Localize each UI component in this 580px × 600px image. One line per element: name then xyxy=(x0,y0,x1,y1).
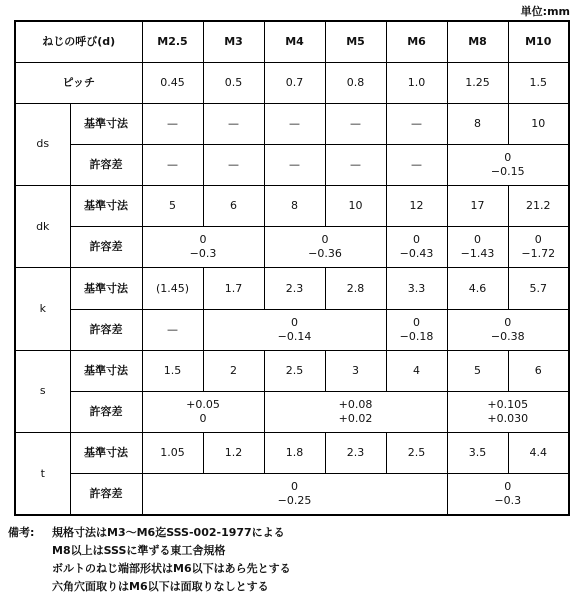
ds-label: ds xyxy=(15,103,70,185)
k-basic-value: 4.6 xyxy=(447,268,508,309)
basic-dimension-label: 基準寸法 xyxy=(70,103,142,144)
dk-tolerance-value xyxy=(386,227,447,268)
header-label: ねじの呼び(d) xyxy=(15,21,142,62)
k-basic-value: 2.3 xyxy=(264,268,325,309)
tolerance-upper: 0 xyxy=(291,480,298,494)
dk-tolerance-value xyxy=(508,227,569,268)
remark-line xyxy=(8,542,291,560)
tolerance-label: 許容差 xyxy=(70,227,142,268)
remark-text: M8以上はSSSに準ずる東工舎規格 xyxy=(52,544,226,557)
pitch-value: 0.8 xyxy=(325,62,386,103)
tolerance-lower: −0.36 xyxy=(308,247,342,261)
size-m3: M3 xyxy=(203,21,264,62)
remark-text: ボルトのねじ端部形状はM6以下はあら先とする xyxy=(52,562,291,575)
s-tolerance-value xyxy=(447,391,569,432)
k-tolerance-value xyxy=(203,309,386,350)
tolerance-lower: −1.43 xyxy=(460,247,495,261)
s-tolerance-value xyxy=(142,391,264,432)
tolerance-upper: 0 xyxy=(291,315,298,329)
t-basic-value: 2.5 xyxy=(386,433,447,474)
dk-basic-value: 8 xyxy=(264,186,325,227)
ds-tolerance-value: — xyxy=(325,144,386,185)
tolerance-lower: −0.18 xyxy=(399,329,434,343)
k-tolerance-value xyxy=(386,309,447,350)
remark-text: 規格寸法はM3～M6迄SSS-002-1977による xyxy=(52,526,285,539)
ds-tolerance-value xyxy=(447,144,569,185)
size-m8: M8 xyxy=(447,21,508,62)
tolerance-lower: −0.3 xyxy=(189,247,217,261)
t-basic-value: 1.8 xyxy=(264,433,325,474)
t-basic-value: 4.4 xyxy=(508,433,569,474)
remark-line xyxy=(8,578,291,596)
remarks-lead: 備考: xyxy=(8,526,35,539)
remark-line xyxy=(8,524,291,542)
tolerance-label: 許容差 xyxy=(70,309,142,350)
pitch-row xyxy=(15,62,569,103)
tolerance-lower: +0.030 xyxy=(487,411,529,425)
tolerance-label: 許容差 xyxy=(70,474,142,515)
s-basic-value: 2.5 xyxy=(264,350,325,391)
s-basic-row xyxy=(15,350,569,391)
t-basic-value: 1.2 xyxy=(203,433,264,474)
ds-basic-value: — xyxy=(203,103,264,144)
t-tolerance-row xyxy=(15,474,569,515)
dk-basic-value: 12 xyxy=(386,186,447,227)
tolerance-lower: −0.38 xyxy=(490,329,525,343)
ds-basic-value: — xyxy=(142,103,203,144)
ds-basic-value: — xyxy=(386,103,447,144)
tolerance-upper: +0.105 xyxy=(487,397,529,411)
size-m4: M4 xyxy=(264,21,325,62)
basic-dimension-label: 基準寸法 xyxy=(70,433,142,474)
tolerance-lower: −0.3 xyxy=(494,494,522,508)
s-tolerance-row xyxy=(15,391,569,432)
tolerance-label: 許容差 xyxy=(70,391,142,432)
tolerance-upper: 0 xyxy=(504,315,512,329)
t-label: t xyxy=(15,433,70,515)
dk-tolerance-row xyxy=(15,227,569,268)
tolerance-lower: 0 xyxy=(199,411,207,425)
t-tolerance-value xyxy=(447,474,569,515)
tolerance-upper: 0 xyxy=(413,233,420,247)
remark-text: 六角穴面取りはM6以下は面取りなしとする xyxy=(52,580,269,593)
size-m6: M6 xyxy=(386,21,447,62)
s-tolerance-value xyxy=(264,391,447,432)
k-label: k xyxy=(15,268,70,350)
size-m10: M10 xyxy=(508,21,569,62)
dk-basic-value: 21.2 xyxy=(508,186,569,227)
k-basic-value: 1.7 xyxy=(203,268,264,309)
tolerance-lower: −0.14 xyxy=(277,329,312,343)
s-basic-value: 6 xyxy=(508,350,569,391)
dk-basic-value: 6 xyxy=(203,186,264,227)
dk-tolerance-value xyxy=(142,227,264,268)
pitch-value: 1.5 xyxy=(508,62,569,103)
pitch-value: 0.7 xyxy=(264,62,325,103)
tolerance-upper: 0 xyxy=(474,233,481,247)
pitch-value: 1.0 xyxy=(386,62,447,103)
tolerance-upper: 0 xyxy=(199,233,207,247)
dk-basic-value: 17 xyxy=(447,186,508,227)
t-tolerance-value xyxy=(142,474,447,515)
ds-basic-value: 8 xyxy=(447,103,508,144)
pitch-value: 0.5 xyxy=(203,62,264,103)
dk-basic-row xyxy=(15,186,569,227)
size-m2-5: M2.5 xyxy=(142,21,203,62)
dk-tolerance-value xyxy=(264,227,386,268)
header-row xyxy=(15,21,569,62)
k-tolerance-value xyxy=(447,309,569,350)
k-tolerance-value: — xyxy=(142,309,203,350)
s-basic-value: 5 xyxy=(447,350,508,391)
tolerance-upper: 0 xyxy=(534,233,542,247)
tolerance-upper: 0 xyxy=(413,315,420,329)
s-basic-value: 4 xyxy=(386,350,447,391)
tolerance-upper: 0 xyxy=(504,151,512,165)
ds-tolerance-value: — xyxy=(386,144,447,185)
t-basic-value: 1.05 xyxy=(142,433,203,474)
ds-basic-value: — xyxy=(264,103,325,144)
k-tolerance-row xyxy=(15,309,569,350)
tolerance-upper: 0 xyxy=(504,480,512,494)
dk-tolerance-value xyxy=(447,227,508,268)
k-basic-row xyxy=(15,268,569,309)
size-m5: M5 xyxy=(325,21,386,62)
k-basic-value: 3.3 xyxy=(386,268,447,309)
tolerance-upper: +0.08 xyxy=(338,397,373,411)
tolerance-upper: +0.05 xyxy=(186,397,220,411)
s-basic-value: 3 xyxy=(325,350,386,391)
remark-line xyxy=(8,560,291,578)
k-basic-value: 5.7 xyxy=(508,268,569,309)
ds-basic-value: — xyxy=(325,103,386,144)
dimension-table xyxy=(14,20,570,516)
t-basic-row xyxy=(15,433,569,474)
k-basic-value: 2.8 xyxy=(325,268,386,309)
dk-basic-value: 10 xyxy=(325,186,386,227)
t-basic-value: 2.3 xyxy=(325,433,386,474)
tolerance-lower: −0.15 xyxy=(490,165,525,179)
basic-dimension-label: 基準寸法 xyxy=(70,186,142,227)
tolerance-label: 許容差 xyxy=(70,144,142,185)
basic-dimension-label: 基準寸法 xyxy=(70,350,142,391)
s-label: s xyxy=(15,350,70,432)
pitch-value: 0.45 xyxy=(142,62,203,103)
s-basic-value: 2 xyxy=(203,350,264,391)
dk-basic-value: 5 xyxy=(142,186,203,227)
remarks xyxy=(8,524,291,596)
tolerance-upper: 0 xyxy=(321,233,329,247)
unit-label: 単位:mm xyxy=(520,5,570,18)
ds-basic-value: 10 xyxy=(508,103,569,144)
tolerance-lower: −0.43 xyxy=(399,247,434,261)
ds-tolerance-value: — xyxy=(203,144,264,185)
s-basic-value: 1.5 xyxy=(142,350,203,391)
tolerance-lower: −1.72 xyxy=(521,247,556,261)
ds-tolerance-row xyxy=(15,144,569,185)
basic-dimension-label: 基準寸法 xyxy=(70,268,142,309)
pitch-label: ピッチ xyxy=(15,62,142,103)
ds-basic-row xyxy=(15,103,569,144)
tolerance-lower: +0.02 xyxy=(338,411,373,425)
ds-tolerance-value: — xyxy=(142,144,203,185)
k-basic-value: (1.45) xyxy=(142,268,203,309)
dk-label: dk xyxy=(15,186,70,268)
t-basic-value: 3.5 xyxy=(447,433,508,474)
ds-tolerance-value: — xyxy=(264,144,325,185)
pitch-value: 1.25 xyxy=(447,62,508,103)
tolerance-lower: −0.25 xyxy=(277,494,312,508)
